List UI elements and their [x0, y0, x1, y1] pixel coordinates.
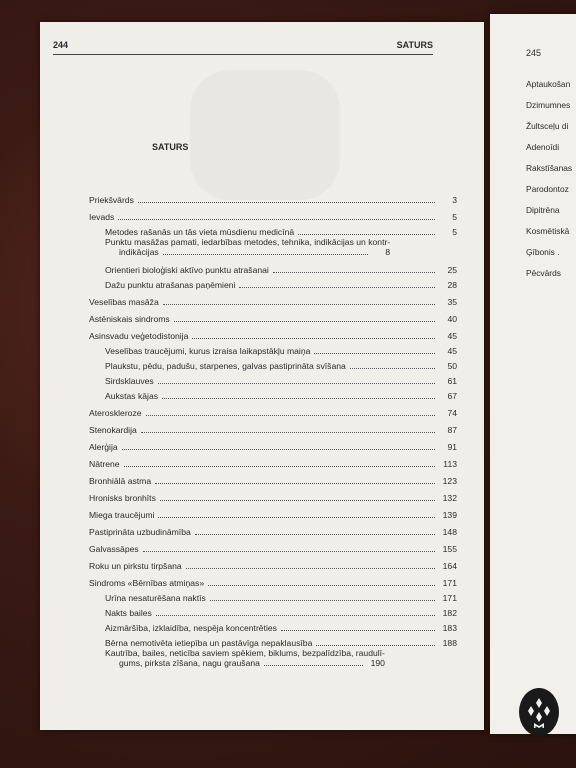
toc-page-number: 40: [447, 314, 457, 324]
toc-entry: [89, 554, 457, 571]
toc-page-number: 35: [447, 297, 457, 307]
toc-entry-title: Astēniskais sindroms: [89, 314, 170, 324]
leader-dots: [314, 353, 435, 354]
toc-page-number: 67: [447, 391, 457, 401]
right-page-number: 245: [526, 48, 542, 58]
toc-page-number: 171: [442, 578, 457, 588]
toc-entry-title: Aukstas kājas: [105, 391, 159, 401]
toc-entry-title: Sirdsklauves: [105, 376, 154, 386]
toc-entry-title: Galvassāpes: [89, 544, 139, 554]
leader-dots: [273, 272, 435, 273]
leader-dots: [192, 338, 435, 339]
right-page-entry: Pēcvārds: [526, 268, 561, 278]
toc-page-number: 183: [442, 623, 457, 633]
toc-entry: [89, 188, 457, 205]
leader-dots: [239, 287, 435, 288]
toc-entry: [89, 371, 457, 386]
toc-entry-title: Urīna nesaturēšana naktīs: [105, 593, 206, 603]
toc-page-number: 28: [447, 280, 457, 290]
toc-entry: [89, 520, 457, 537]
toc-entry-title: Nakts bailes: [105, 608, 152, 618]
toc-entry-title: Orientieri bioloģiski aktīvo punktu atrašanai: [105, 265, 269, 275]
toc-page-number: 25: [447, 265, 457, 275]
page-number: 244: [53, 40, 69, 50]
leader-dots: [264, 665, 363, 666]
toc-entry-title: Asinsvadu veģetodistonija: [89, 331, 189, 341]
toc-entry-title: Aizmāršība, izklaidība, nespēja koncentrēties: [105, 623, 277, 633]
right-page-entry: Kosmētiskā: [526, 226, 570, 236]
toc-entry: [89, 435, 457, 452]
toc-entry-title: Punktu masāžas pamati, iedarbības metodes, tehnika, indikācijas un kontr-: [105, 237, 391, 247]
toc-entry-title-cont: indikācijas: [119, 247, 159, 257]
toc-entry-title: Metodes rašanās un tās vieta mūsdienu medicīnā: [105, 227, 295, 237]
toc-page-number: 132: [442, 493, 457, 503]
leader-dots: [350, 368, 435, 369]
leader-dots: [281, 630, 435, 631]
leader-dots: [316, 645, 435, 646]
toc-page-number: 45: [447, 346, 457, 356]
toc-entry: [89, 307, 457, 324]
running-header: [53, 40, 433, 55]
right-page-entry: Rakstīšanas: [526, 163, 573, 173]
toc-entry: [89, 205, 457, 222]
toc-entry-title: Stenokardija: [89, 425, 137, 435]
leader-dots: [122, 449, 435, 450]
toc-entry-title: Dažu punktu atrašanas paņēmieni: [105, 280, 236, 290]
toc-page-number: 74: [447, 408, 457, 418]
toc-entry-title: Pastiprināta uzbudināmība: [89, 527, 191, 537]
toc-entry-title: Nātrene: [89, 459, 120, 469]
toc-page-number: 190: [370, 658, 385, 668]
toc-entry: [89, 222, 457, 237]
right-page-entry: Aptaukošan: [526, 79, 571, 89]
toc-entry-title: Miega traucējumi: [89, 510, 155, 520]
toc-entry-title-cont: gums, pirksta zīšana, nagu graušana: [119, 658, 260, 668]
toc-page-number: 3: [452, 195, 457, 205]
leader-dots: [163, 254, 369, 255]
toc-entry: [89, 537, 457, 554]
leader-dots: [143, 551, 435, 552]
toc-entry: [89, 648, 457, 668]
toc-entry-title: Bērna nemotivēta ietiepība un pastāvīga nepaklausība: [105, 638, 313, 648]
toc-page-number: 123: [442, 476, 457, 486]
toc-page-number: 113: [443, 459, 457, 469]
toc-page-number: 61: [447, 376, 457, 386]
running-title: SATURS: [396, 40, 433, 50]
leader-dots: [208, 585, 435, 586]
toc-entry: [89, 341, 457, 356]
toc-entry: [89, 452, 457, 469]
toc-entry-title: Veselības masāža: [89, 297, 159, 307]
leader-dots: [163, 304, 435, 305]
leader-dots: [138, 202, 435, 203]
toc-entry: [89, 275, 457, 290]
right-page-list: [526, 74, 572, 284]
right-page-entry: Adenoīdi: [526, 142, 560, 152]
toc-page-number: 8: [385, 247, 391, 257]
leader-dots: [118, 219, 435, 220]
toc-page-number: 188: [442, 638, 457, 648]
leader-dots: [298, 234, 435, 235]
leader-dots: [160, 500, 435, 501]
toc-page-number: 45: [447, 331, 457, 341]
toc-entry: [89, 633, 457, 648]
toc-entry-title: Ievads: [89, 212, 115, 222]
leader-dots: [124, 466, 435, 467]
toc-entry-title: Bronhiālā astma: [89, 476, 152, 486]
toc-entry: [89, 260, 457, 275]
toc-entry: [89, 503, 457, 520]
toc-page-number: 5: [452, 227, 457, 237]
toc-entry-title: Roku un pirkstu tirpšana: [89, 561, 182, 571]
toc-page-number: 182: [442, 608, 457, 618]
toc-entry-title: Plaukstu, pēdu, padušu, starpenes, galvas pastiprināta svīšana: [105, 361, 346, 371]
right-page-entry: Ģībonis .: [526, 247, 560, 257]
toc-entry: [89, 237, 457, 257]
leader-dots: [158, 517, 435, 518]
toc-entry: [89, 603, 457, 618]
toc-entry: [89, 486, 457, 503]
toc-page-number: 148: [442, 527, 457, 537]
leader-dots: [195, 534, 435, 535]
leader-dots: [158, 383, 435, 384]
toc-entry-title: Priekšvārds: [89, 195, 134, 205]
right-page-entry: Dzimumnes: [526, 100, 571, 110]
table-of-contents: [89, 188, 457, 671]
toc-entry-title: Alerģija: [89, 442, 118, 452]
leader-dots: [156, 615, 435, 616]
toc-entry-title: Kautrība, bailes, neticība saviem spēkiem, biklums, bezpalīdzība, raudulī-: [105, 648, 385, 658]
watermark-logo: [519, 688, 559, 736]
toc-page-number: 5: [452, 212, 457, 222]
toc-page-number: 164: [442, 561, 457, 571]
leader-dots: [162, 398, 435, 399]
toc-entry-title: Sindroms «Bērnības atmiņas»: [89, 578, 205, 588]
toc-entry: [89, 401, 457, 418]
toc-entry-title: Ateroskleroze: [89, 408, 142, 418]
toc-entry: [89, 324, 457, 341]
leader-dots: [141, 432, 435, 433]
toc-page-number: 91: [447, 442, 457, 452]
section-title: SATURS: [152, 142, 189, 152]
toc-entry-title: Veselības traucējumi, kurus izraisa laikapstākļu maiņa: [105, 346, 311, 356]
toc-page-number: 155: [442, 544, 457, 554]
leader-dots: [146, 415, 435, 416]
leader-dots: [186, 568, 435, 569]
leader-dots: [174, 321, 435, 322]
toc-entry: [89, 290, 457, 307]
leader-dots: [155, 483, 435, 484]
right-page-entry: Dipitrēna: [526, 205, 560, 215]
toc-page-number: 50: [447, 361, 457, 371]
toc-page-number: 87: [447, 425, 457, 435]
toc-entry: [89, 356, 457, 371]
bleed-through-shadow: [190, 70, 340, 200]
toc-entry: [89, 571, 457, 588]
toc-page-number: 139: [442, 510, 457, 520]
toc-entry-title: Hronisks bronhīts: [89, 493, 156, 503]
toc-entry: [89, 469, 457, 486]
toc-entry: [89, 418, 457, 435]
toc-entry: [89, 386, 457, 401]
toc-entry: [89, 618, 457, 633]
leader-dots: [210, 600, 435, 601]
toc-entry: [89, 588, 457, 603]
right-page-entry: Žultsceļu di: [526, 121, 569, 131]
toc-page-number: 171: [442, 593, 457, 603]
right-page-entry: Parodontoz: [526, 184, 569, 194]
